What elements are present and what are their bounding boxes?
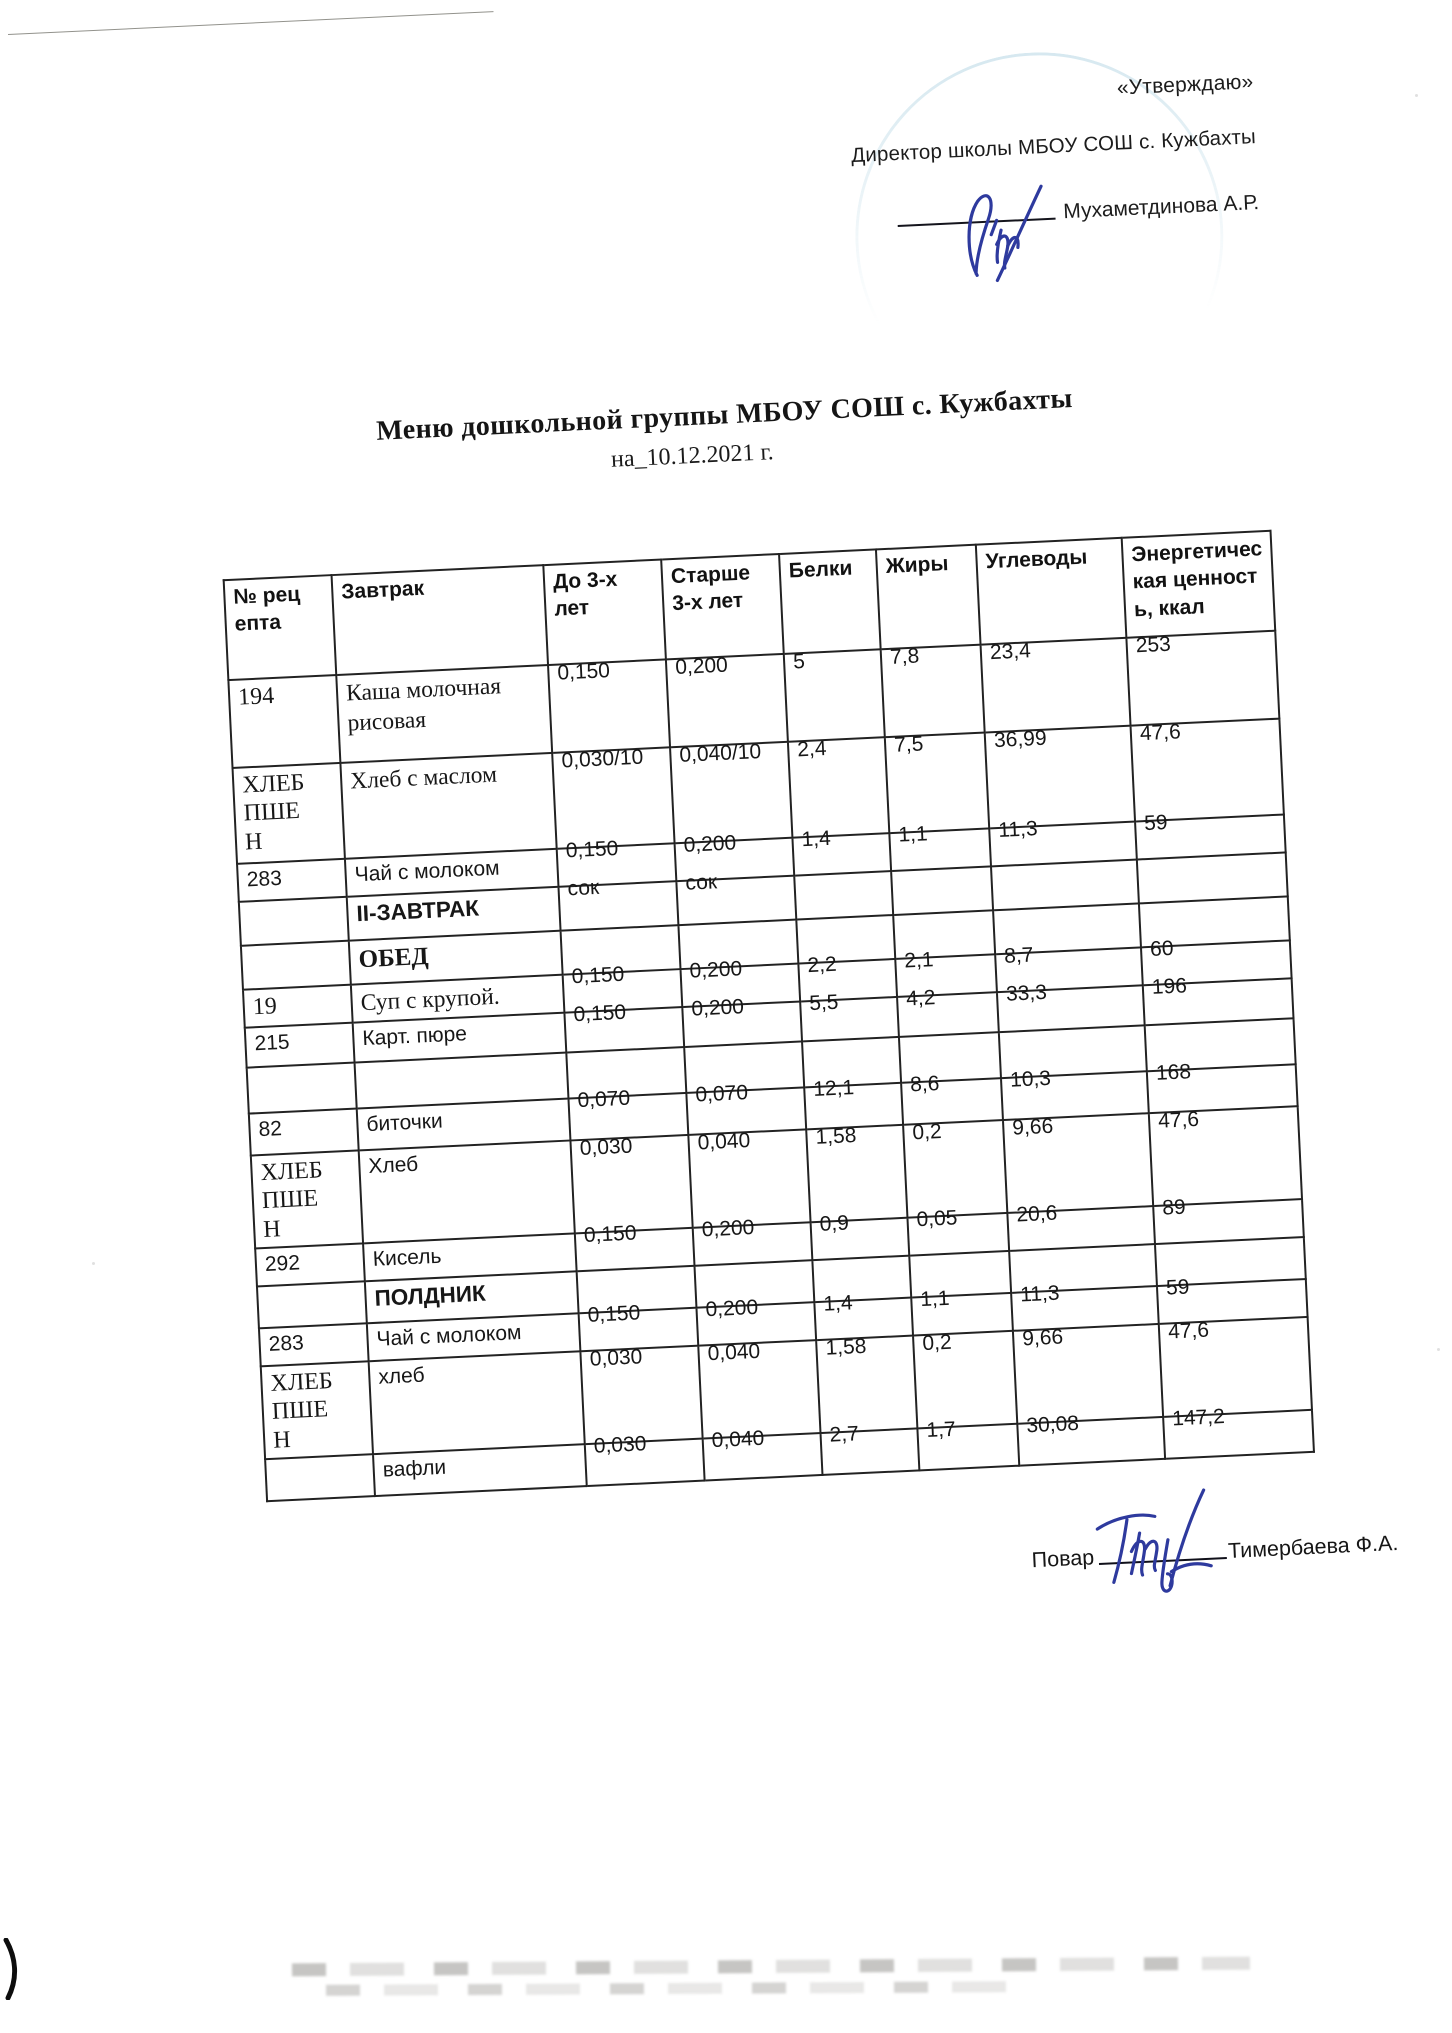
cell-id [241,941,351,990]
cell-under3-text: 0,030 [579,1134,633,1161]
cell-protein [784,649,885,741]
cell-carbs [1003,1113,1153,1213]
cell-id-text: ХЛЕБ ПШЕН [241,769,305,856]
cell-over3-text: 0,040 [707,1339,761,1366]
cell-id [245,1023,355,1068]
scan-speck [1415,94,1418,97]
cell-id [228,675,340,768]
cell-name-text: Чай с молоком [354,856,501,887]
cell-id [257,1281,367,1328]
cell-under3 [548,659,670,752]
cell-kcal [1159,1317,1312,1417]
col-header [224,575,337,680]
cook-label: Повар [1031,1545,1095,1573]
cell-over3-text: 0,040/10 [678,740,762,767]
cell-over3-text: 0,200 [705,1295,759,1322]
cell-id [261,1361,373,1459]
scan-corner-mark [0,1938,30,2000]
cell-id-text: 215 [253,1030,291,1056]
cell-kcal-text: 59 [1143,811,1169,836]
col-header [876,545,981,650]
cell-fat [891,866,993,915]
cell-name [340,753,556,859]
cell-protein-text: 1,4 [800,826,832,852]
cell-under3 [570,1135,692,1233]
col-header [543,560,666,665]
cell-over3-text: 0,040 [711,1426,765,1453]
cell-protein [794,871,893,920]
cell-carbs-text: 9,66 [1021,1325,1064,1351]
cell-over3-text: сок [684,870,718,895]
cell-kcal-text: 147,2 [1171,1404,1226,1431]
cell-protein-text: 2,7 [829,1422,860,1447]
menu-title: Меню дошкольной группы МБОУ СОШ с. Кужбахты [375,383,1074,447]
cell-id-text: ХЛЕБ ПШЕН [269,1367,334,1454]
col-header-label: До 3-х лет [552,567,618,621]
cell-id-text: 19 [252,993,278,1021]
cell-id [233,763,345,864]
cell-name-text: Каша молочная рисовая [345,673,502,737]
cell-id [259,1323,369,1366]
cell-id [237,859,347,902]
cell-kcal [1143,974,1294,1025]
cell-under3 [558,875,678,931]
cell-under3 [575,1221,695,1272]
cell-fat [911,1286,1013,1336]
cell-fat-text: 8,6 [909,1072,940,1097]
cell-fat-text: 1,1 [897,822,929,847]
cell-kcal [1137,852,1288,903]
col-header-label: № рецепта [232,582,301,637]
cell-over3 [670,742,792,843]
director-name: Мухаметдинова А.Р. [1062,191,1260,224]
col-header-label: Углеводы [985,545,1088,574]
cell-carbs-text: 11,3 [1019,1281,1061,1307]
cell-carbs [997,980,1145,1032]
cell-protein-text: 2,2 [806,952,838,978]
cell-protein-text: 5 [792,649,806,674]
cell-under3-text: 0,150 [587,1301,641,1327]
col-header-label: Завтрак [340,576,425,604]
cell-name-text: биточки [365,1109,444,1137]
cell-fat-text: 7,8 [889,644,920,669]
cell-id [265,1454,375,1501]
cell-id-text: ХЛЕБ ПШЕН [260,1157,324,1243]
cell-under3-text: 0,150 [583,1221,637,1247]
cell-kcal [1149,1106,1302,1206]
cell-fat-text: 7,5 [893,732,924,757]
cell-name [359,1141,575,1244]
cell-protein-text: 5,5 [808,990,839,1016]
cell-carbs-text: 33,3 [1005,980,1048,1006]
cell-fat [913,1331,1017,1429]
cell-over3 [682,995,802,1048]
cell-over3 [703,1426,823,1481]
col-header [1122,531,1276,638]
cell-fat [897,986,999,1037]
cell-carbs [1013,1324,1163,1424]
cell-over3 [666,654,788,747]
cell-id-text: 283 [246,866,283,892]
cell-over3 [676,870,796,926]
cell-fat [885,733,989,834]
cell-name-text: вафли [382,1455,447,1482]
director-signature [937,178,1092,290]
cell-over3 [693,1215,813,1266]
cell-name-text: Хлеб [367,1152,419,1179]
cell-name-text: Карт. пюре [361,1022,468,1051]
cell-over3-text: 0,200 [701,1215,755,1242]
cell-under3-text: 0,070 [577,1086,631,1113]
cell-id [251,1151,363,1249]
cell-name-text: Хлеб с маслом [349,761,498,795]
cell-under3 [585,1432,705,1487]
cook-signature [1082,1484,1262,1607]
cell-fat-text: 2,1 [903,948,935,973]
cell-kcal-text: 89 [1161,1195,1187,1220]
cell-kcal-text: 59 [1165,1275,1190,1300]
cell-name-text: хлеб [377,1363,426,1389]
cell-over3 [688,1129,810,1227]
cell-over3-text: 0,200 [689,957,743,983]
cell-carbs-text: 8,7 [1003,943,1034,968]
cell-under3 [580,1346,702,1444]
cell-protein [806,1125,907,1222]
cell-under3 [552,747,674,848]
menu-table [223,530,1315,1502]
col-header-label: Белки [788,556,853,583]
cell-carbs-text: 11,3 [997,817,1039,842]
cell-id [249,1109,359,1156]
cell-fat-text: 1,1 [919,1286,951,1312]
cell-id [247,1063,357,1114]
menu-date: на_10.12.2021 г. [610,439,775,473]
cell-protein [816,1336,917,1433]
cell-name [336,665,552,763]
cell-protein-text: 1,58 [824,1334,867,1360]
cell-kcal-text: 168 [1155,1060,1192,1085]
cell-carbs [985,726,1135,829]
col-header-label: Энергетическая ценность, ккал [1130,537,1263,621]
cell-under3-text: 0,030/10 [561,745,644,773]
cell-under3-text: 0,150 [571,962,625,989]
cell-carbs-text: 20,6 [1015,1201,1058,1227]
cell-id [243,985,353,1028]
cook-name: Тимербаева Ф.А. [1227,1530,1399,1563]
cell-id-text: 283 [268,1331,305,1356]
cell-protein [811,1211,910,1261]
cell-carbs-text: 30,08 [1025,1411,1080,1438]
cell-over3-text: 0,070 [694,1081,749,1107]
cell-protein-text: 2,4 [796,737,828,762]
cell-carbs [991,859,1139,910]
cell-over3 [698,1340,820,1438]
cell-under3-text: 0,150 [572,1000,627,1027]
cell-kcal [1147,1060,1298,1113]
cell-under3-text: сок [567,875,600,901]
cell-over3-text: 0,040 [697,1129,751,1155]
cell-fat [903,1120,1007,1218]
cell-protein-text: 1,4 [822,1291,854,1316]
cell-under3-text: 0,150 [556,659,611,685]
cell-carbs-text: 9,66 [1011,1114,1054,1140]
cell-kcal [1163,1404,1314,1459]
director-line: Директор школы МБОУ СОШ с. Кужбахты [850,125,1257,168]
cell-fat-text: 4,2 [905,986,936,1011]
cell-under3-text: 0,150 [565,836,619,863]
col-header [661,554,784,659]
cell-fat [889,822,991,871]
cell-id [239,897,349,946]
cell-kcal [1126,631,1279,726]
cell-name-text: ПОЛДНИК [374,1280,487,1311]
col-header-label: Старше 3-х лет [670,561,751,616]
cell-protein-text: 12,1 [812,1076,855,1102]
cell-kcal-text: 196 [1151,974,1188,999]
cell-over3-text: 0,200 [690,995,745,1021]
cell-name-text: II-ЗАВТРАК [355,895,480,927]
cell-fat [881,645,985,738]
cell-protein [821,1422,920,1475]
cell-kcal [1131,719,1284,822]
cell-fat [901,1072,1003,1125]
cell-protein [800,990,899,1042]
cell-over3-text: 0,200 [683,831,737,857]
cell-name [369,1351,585,1454]
cell-carbs [1001,1066,1149,1120]
cell-fat-text: 0,05 [916,1206,958,1232]
cell-id [255,1243,365,1286]
cell-protein-text: 1,58 [815,1124,857,1149]
cell-fat-text: 0,2 [921,1330,953,1356]
table-body [228,631,1314,1501]
cell-kcal-text: 47,6 [1167,1318,1210,1344]
approve-label: «Утверждаю» [1116,70,1254,100]
cell-kcal-text: 60 [1149,936,1174,961]
cell-fat [917,1417,1019,1471]
cell-name-text: Суп с крупой. [360,983,501,1017]
cell-protein-text: 0,9 [819,1211,850,1236]
cell-protein [788,737,889,837]
col-header [779,549,881,653]
cell-name-text: ОБЕД [358,942,430,974]
cell-kcal-text: 47,6 [1139,720,1182,746]
cell-fat [907,1206,1009,1256]
cell-id-text: 292 [264,1251,301,1277]
col-header-label: Жиры [885,552,949,578]
cell-kcal-text: 253 [1135,632,1172,658]
cell-name-text: Кисель [372,1244,442,1271]
cell-under3 [564,1000,684,1053]
cell-carbs [1017,1411,1165,1466]
cell-name-text: Чай с молоком [376,1321,522,1351]
cell-carbs [981,638,1131,733]
cell-id-text: 82 [258,1117,283,1142]
cell-name [373,1444,587,1496]
col-header [332,565,548,675]
cell-carbs-text: 36,99 [993,726,1048,753]
cell-carbs-text: 23,4 [989,639,1032,665]
cell-under3-text: 0,030 [589,1345,643,1371]
cell-over3-text: 0,200 [674,653,729,680]
cell-carbs-text: 10,3 [1009,1066,1052,1092]
cell-id-text: 194 [237,682,275,711]
cell-fat-text: 1,7 [925,1417,957,1442]
cell-kcal-text: 47,6 [1157,1107,1200,1133]
cell-under3-text: 0,030 [593,1432,647,1458]
cell-protein [792,826,891,876]
col-header [976,538,1127,645]
cell-fat-text: 0,2 [911,1120,943,1145]
